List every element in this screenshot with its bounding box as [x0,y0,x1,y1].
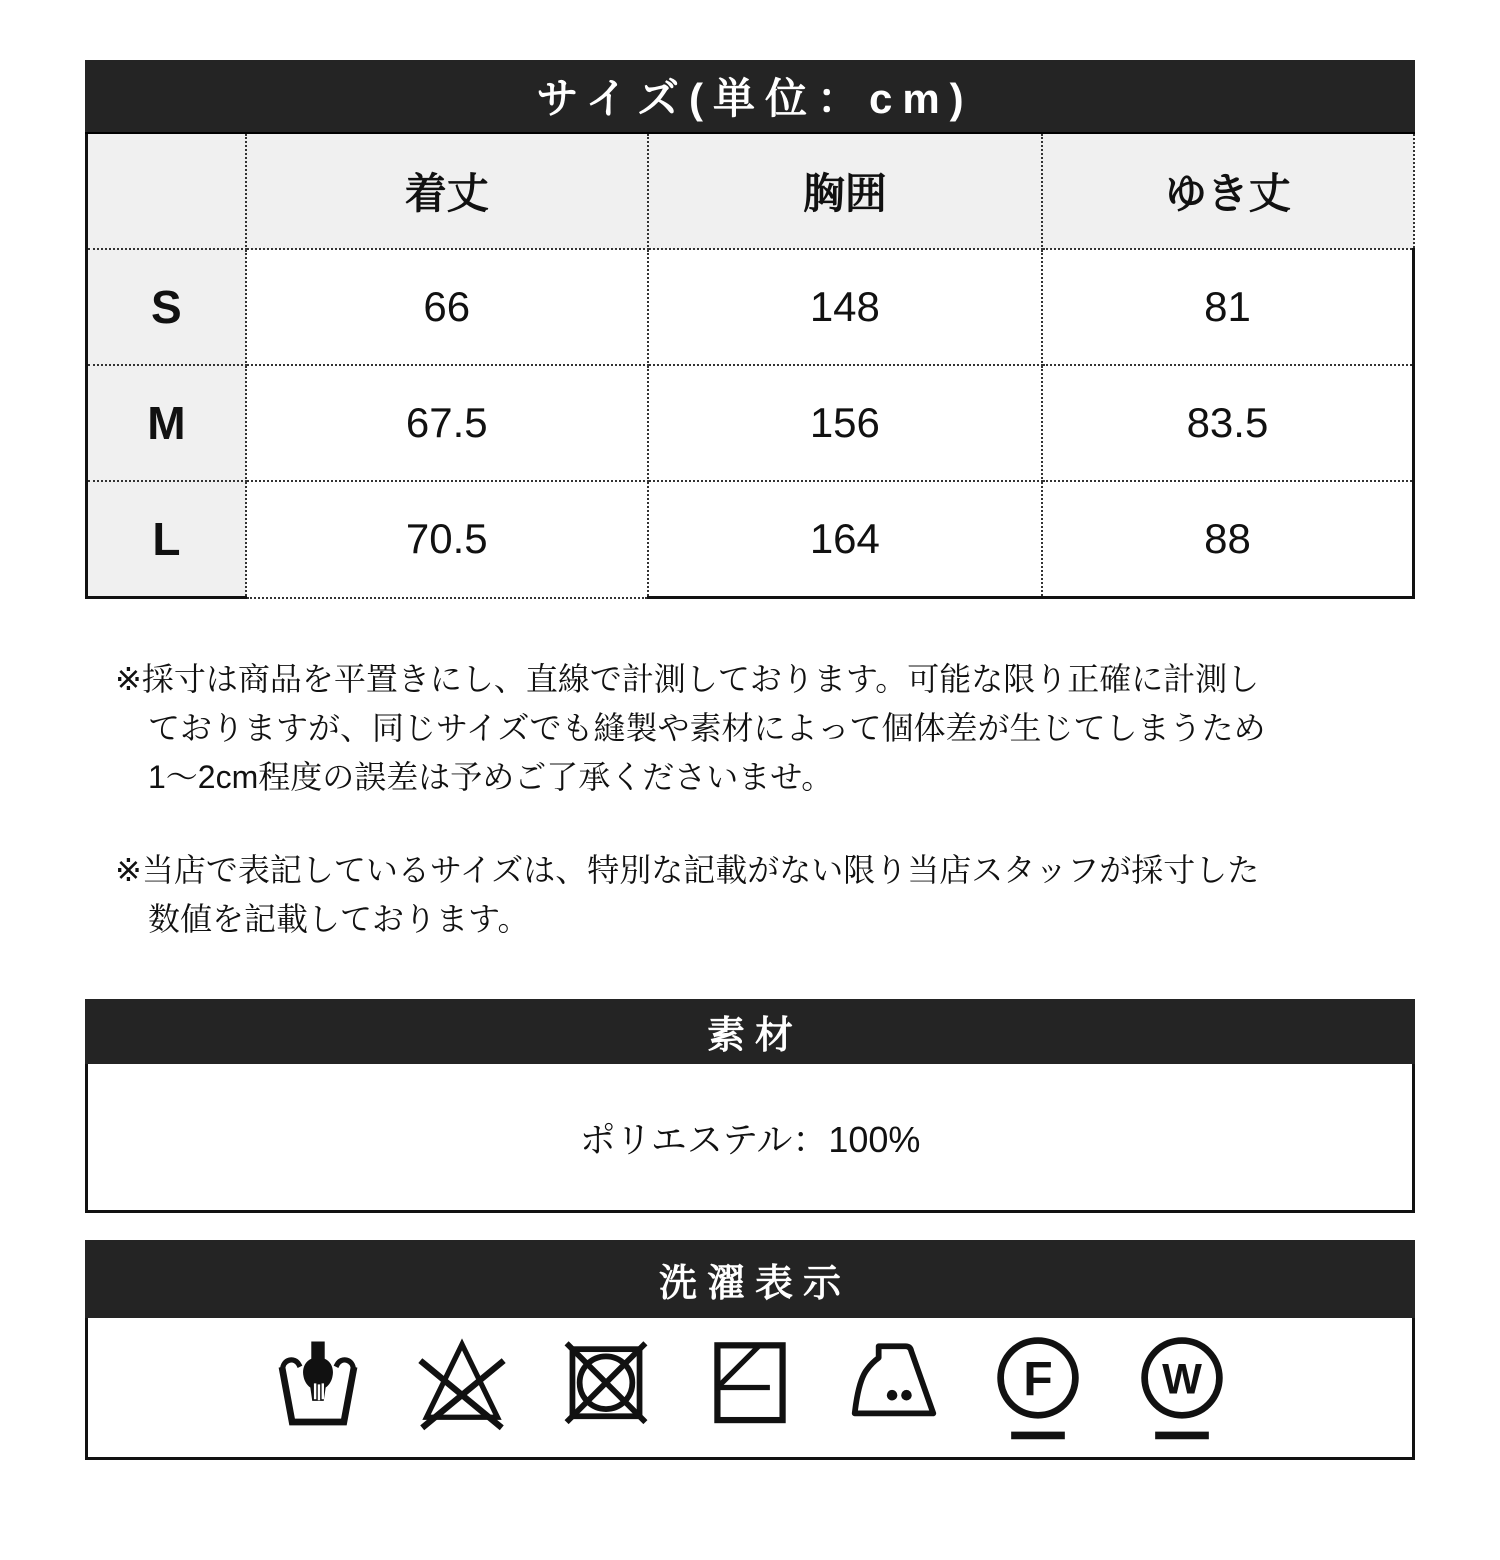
size-table-section [85,60,1415,599]
do-not-tumble-dry-icon [558,1330,654,1445]
size-value: 83.5 [1042,365,1414,481]
size-value: 67.5 [246,365,648,481]
material-body [85,1064,1415,1213]
size-label: S [87,249,246,365]
do-not-bleach-icon [414,1330,510,1445]
size-listing-note [115,846,1415,944]
note-line: ておりますが、同じサイズでも縫製や素材によって個体差が生じてしまうため [148,710,1266,746]
care-section [85,1240,1415,1460]
measurement-note [115,655,1415,802]
size-value: 70.5 [246,481,648,598]
iron-2-dots-icon [846,1330,942,1445]
hand-wash-icon [270,1330,366,1445]
column-header-length: 着丈 [246,134,648,249]
dry-clean-F-gentle-icon [990,1330,1086,1445]
wet-clean-W-gentle-icon [1134,1330,1230,1445]
material-section [85,999,1415,1213]
note-line: 1〜2cm程度の誤差は予めご了承くださいませ。 [148,759,834,795]
dry-flat-in-shade-icon [702,1330,798,1445]
note-line: 数値を記載しております。 [148,901,530,937]
column-header-chest: 胸囲 [648,134,1042,249]
size-label: L [87,481,246,598]
corner-cell [87,134,246,249]
size-table-title-bar [85,60,1415,134]
column-header-row [87,134,1414,249]
material-value: ポリエステル：100% [579,1118,921,1160]
material-title: 素材 [706,1015,803,1057]
care-title: 洗濯表示 [658,1262,851,1305]
note-line: ※当店で表記しているサイズは、特別な記載がない限り当店スタッフが採寸した [115,852,1260,888]
size-row-m [87,365,1414,481]
size-table-title: サイズ(単位：cm) [536,75,974,122]
care-title-bar [85,1240,1415,1318]
svg-text:W: W [1162,1355,1202,1403]
size-value: 156 [648,365,1042,481]
size-label: M [87,365,246,481]
svg-text:F: F [1023,1353,1053,1407]
note-line: ※採寸は商品を平置きにし、直線で計測しております。可能な限り正確に計測し [115,661,1260,697]
care-icons-row [85,1318,1415,1460]
size-spec-sheet [0,60,1500,1560]
size-value: 148 [648,249,1042,365]
size-value: 88 [1042,481,1414,598]
size-row-s [87,249,1414,365]
size-value: 164 [648,481,1042,598]
notes [115,655,1415,944]
size-value: 81 [1042,249,1414,365]
size-row-l [87,481,1414,598]
size-value: 66 [246,249,648,365]
material-title-bar [85,999,1415,1064]
column-header-sleeve: ゆき丈 [1042,134,1414,249]
size-table [85,134,1415,599]
